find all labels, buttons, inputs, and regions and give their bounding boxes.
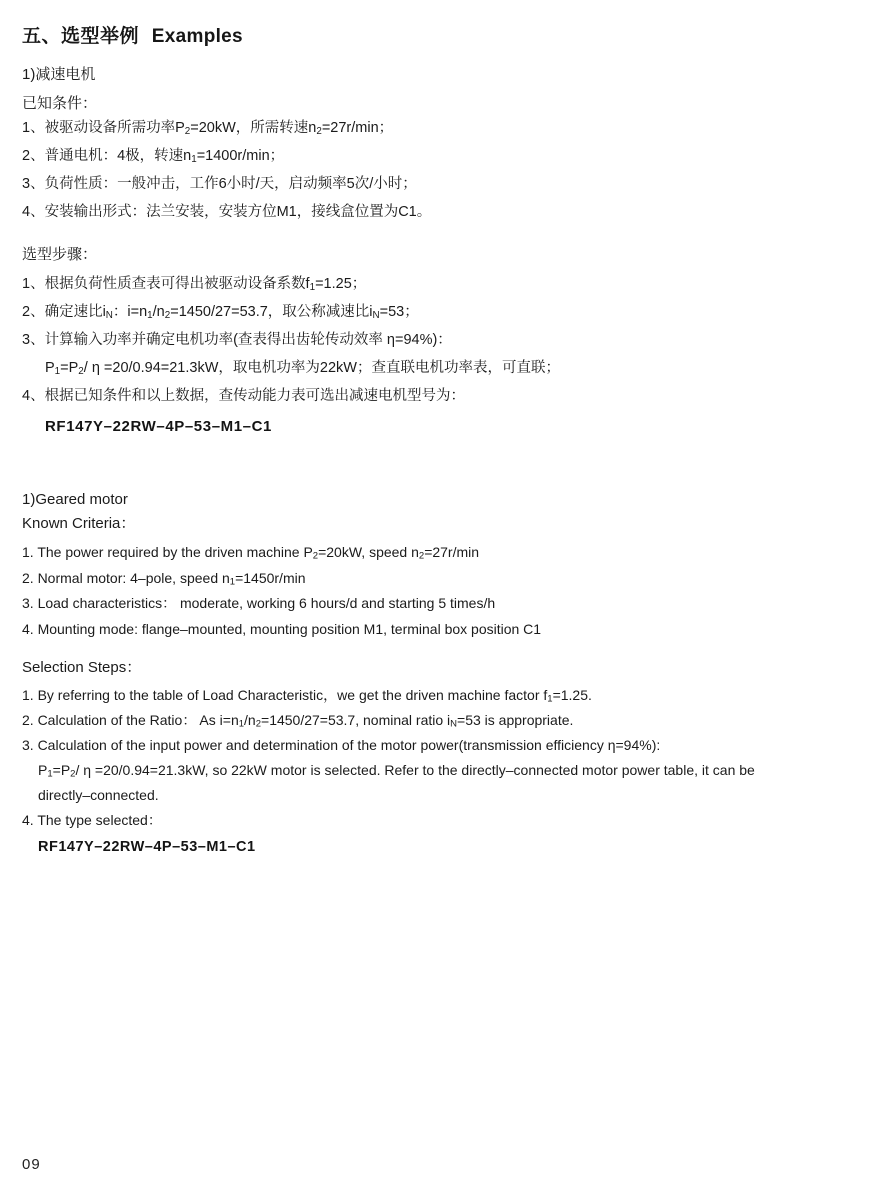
en-known-item: 4. Mounting mode: flange–mounted, mounting position M1, terminal box position C1 (22, 620, 542, 637)
zh-known-item: 1、被驱动设备所需功率$P_2=20kW$，所需转速$n_2=27r/\min$； (22, 120, 394, 137)
en-step-item: 4. The type selected： (22, 812, 162, 828)
zh-step-continuation: $P_1=P_2/$ η =20/0.94=21.3kW，取电机功率为22kW；查直联电机功率表，可直联； (45, 360, 560, 377)
zh-known-item: 2、普通电机：4极，转速$n_1=1400r/\min$； (22, 148, 285, 165)
en-steps-heading: Selection Steps： (22, 659, 142, 676)
zh-step-item: 3、计算输入功率并确定电机功率(查表得出齿轮传动效率 η=94%)： (22, 332, 452, 348)
section-english (22, 489, 864, 858)
en-known-item: 3. Load characteristics： moderate, working 6 hours/d and starting 5 times/h (22, 595, 496, 611)
zh-model-number: RF147Y–22RW–4P–53–M1–C1 (45, 418, 272, 435)
en-step-item: 2. Calculation of the Ratio： As $i=n_1/n_2=1450/27=53.7$, nominal ratio $i_N=53$ is appropriate. (22, 712, 574, 730)
en-known-list (22, 540, 864, 642)
en-step-continuation: directly–connected. (38, 787, 159, 803)
en-model-number: RF147Y–22RW–4P–53–M1–C1 (38, 839, 256, 855)
page-title (22, 26, 864, 48)
zh-step-item: 2、确定速比$i_N$：$i=n_1/n_2=1450/27=53.7$，取公称减速比$i_N=53$； (22, 304, 419, 321)
zh-step-item: 4、根据已知条件和以上数据，查传动能力表可选出减速电机型号为： (22, 388, 466, 404)
zh-step-item: 1、根据负荷性质查表可得出被驱动设备系数$f_1=1.25$； (22, 276, 367, 293)
en-step-item: 1. By referring to the table of Load Characteristic，we get the driven machine factor $f_1=1.25$. (22, 687, 592, 705)
zh-known-item: 3、负荷性质：一般冲击，工作6小时/天，启动频率5次/小时； (22, 176, 417, 192)
page-number: 09 (22, 1156, 41, 1173)
zh-steps-heading: 选型步骤： (22, 246, 98, 263)
en-step-item: 3. Calculation of the input power and determination of the motor power(transmission efficiency η=94%): (22, 737, 661, 753)
page-content (22, 26, 864, 858)
en-known-heading: Known Criteria： (22, 515, 136, 532)
en-known-item: 2. Normal motor: 4–pole, speed $n_1=1450r/\min$ (22, 569, 306, 588)
en-known-item: 1. The power required by the driven machine $P_2=20kW$, speed $n_2=27r/\min$ (22, 544, 480, 562)
page-title-zh: 五、选型举例 (22, 26, 140, 47)
en-steps-list (22, 683, 864, 833)
zh-known-heading: 已知条件： (22, 95, 98, 112)
en-subtitle: 1)Geared motor (22, 491, 128, 508)
page-title-en: Examples (151, 26, 243, 47)
zh-known-list (22, 114, 864, 226)
section-chinese (22, 64, 864, 439)
zh-subtitle: 1)减速电机 (22, 66, 96, 83)
zh-known-item: 4、安装输出形式：法兰安装，安装方位M1，接线盒位置为C1。 (22, 204, 432, 220)
zh-steps-list (22, 270, 864, 410)
en-step-continuation: $P_1=P_2/$ η =20/0.94=21.3kW, so 22kW motor is selected. Refer to the directly–connected motor power table, it can be (38, 762, 755, 780)
